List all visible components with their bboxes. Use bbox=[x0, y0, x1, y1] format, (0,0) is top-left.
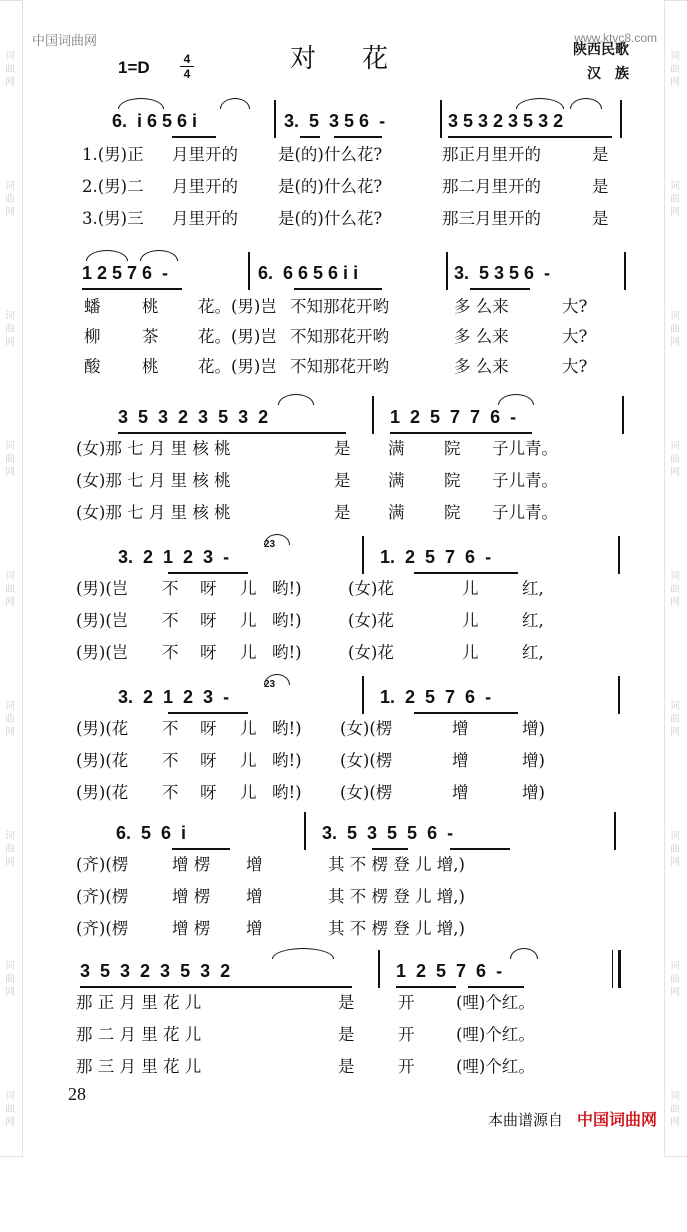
watermark-char: 词 bbox=[5, 831, 15, 842]
lyric-line-1-3: 3.(男)三 月里开的 是(的)什么花? 那三月里开的 是 bbox=[82, 209, 609, 228]
measure-1-1: 6. i 6 5 6 i bbox=[112, 111, 198, 131]
measure-3-2: 1 2 5 7 7 6 - bbox=[390, 407, 517, 427]
slur bbox=[570, 98, 602, 109]
beam bbox=[448, 136, 612, 138]
measure-1-2: 3. 5 3 5 6 - bbox=[284, 111, 386, 131]
site-url: www.ktvc8.com bbox=[574, 31, 657, 45]
lyric-line-7-3: 那 三 月 里 花 儿 是 开 (哩)个红。 bbox=[76, 1057, 535, 1076]
slur bbox=[498, 394, 534, 405]
bar-line bbox=[618, 676, 620, 714]
watermark-char: 曲 bbox=[5, 1104, 15, 1115]
origin-ethnicity: 汉族 bbox=[587, 66, 643, 82]
bar-line bbox=[362, 536, 364, 574]
lyric-line-5-2: (男)(花 不 呀 儿 哟!) (女)(楞 增 增) bbox=[76, 751, 545, 770]
measure-4-1: 3. 2 1 2 3 - bbox=[118, 547, 230, 567]
watermark-char: 网 bbox=[5, 467, 15, 478]
watermark-char: 词 bbox=[5, 961, 15, 972]
bar-line bbox=[372, 396, 374, 434]
bar-line bbox=[614, 812, 616, 850]
origin-genre: 陕西民歌 bbox=[573, 42, 629, 58]
measure-2-2: 6. 6 6 5 6 i i bbox=[258, 263, 359, 283]
key-signature: 1=D bbox=[118, 58, 150, 77]
slur bbox=[264, 674, 290, 685]
watermark-char: 曲 bbox=[5, 974, 15, 985]
watermark-char: 词 bbox=[670, 961, 680, 972]
measure-6-1: 6. 5 6 i bbox=[116, 823, 187, 843]
watermark-char: 网 bbox=[5, 597, 15, 608]
notation-line-4 bbox=[22, 539, 665, 570]
lyric-line-6-3: (齐)(楞 增 楞 增 其 不 楞 登 儿 增,) bbox=[76, 919, 465, 938]
lyric-line-1-2: 2.(男)二 月里开的 是(的)什么花? 那二月里开的 是 bbox=[82, 177, 609, 196]
slur bbox=[140, 250, 178, 261]
watermark-char: 曲 bbox=[670, 844, 680, 855]
beam bbox=[294, 288, 382, 290]
source-label: 本曲谱源自 bbox=[487, 1111, 563, 1129]
lyric-line-6-2: (齐)(楞 增 楞 增 其 不 楞 登 儿 增,) bbox=[76, 887, 465, 906]
measure-2-3: 3. 5 3 5 6 - bbox=[454, 263, 551, 283]
watermark-char: 曲 bbox=[5, 64, 15, 75]
lyric-line-5-3: (男)(花 不 呀 儿 哟!) (女)(楞 增 增) bbox=[76, 783, 545, 802]
watermark-char: 网 bbox=[670, 857, 680, 868]
watermark-char: 曲 bbox=[670, 974, 680, 985]
right-watermark-strip bbox=[664, 0, 687, 1157]
watermark-char: 网 bbox=[670, 597, 680, 608]
slur bbox=[278, 394, 314, 405]
watermark-char: 词 bbox=[5, 701, 15, 712]
notation-line-6 bbox=[22, 820, 665, 846]
lyric-line-7-1: 那 正 月 里 花 儿 是 开 (哩)个红。 bbox=[76, 993, 535, 1012]
watermark-char: 网 bbox=[670, 77, 680, 88]
watermark-char: 曲 bbox=[670, 454, 680, 465]
lyric-line-3-1: (女)那 七 月 里 核 桃 是 满 院 子儿青。 bbox=[76, 439, 558, 458]
notation-line-7 bbox=[22, 958, 665, 984]
measure-6-2: 3. 5 3 5 5 6 - bbox=[322, 823, 454, 843]
lyric-line-5-1: (男)(花 不 呀 儿 哟!) (女)(楞 增 增) bbox=[76, 719, 545, 738]
measure-2-1: 1 2 5 7 6 - bbox=[82, 263, 169, 283]
watermark-char: 词 bbox=[670, 181, 680, 192]
bar-line bbox=[622, 396, 624, 434]
watermark-char: 曲 bbox=[5, 714, 15, 725]
song-origin bbox=[573, 38, 643, 86]
lyric-line-6-1: (齐)(楞 增 楞 增 其 不 楞 登 儿 增,) bbox=[76, 855, 465, 874]
lyric-line-1-1: 1.(男)正 月里开的 是(的)什么花? 那正月里开的 是 bbox=[82, 145, 609, 164]
watermark-char: 网 bbox=[670, 1117, 680, 1128]
watermark-char: 词 bbox=[670, 51, 680, 62]
time-signature-bottom: 4 bbox=[183, 67, 191, 81]
watermark-char: 曲 bbox=[670, 64, 680, 75]
watermark-char: 曲 bbox=[670, 324, 680, 335]
watermark-char: 网 bbox=[5, 77, 15, 88]
slur bbox=[516, 98, 564, 109]
watermark-char: 网 bbox=[670, 987, 680, 998]
site-watermark: 中国词曲网 bbox=[32, 34, 98, 49]
watermark-char: 词 bbox=[5, 311, 15, 322]
bar-line bbox=[620, 100, 622, 138]
watermark-char: 词 bbox=[670, 831, 680, 842]
source-credit bbox=[488, 1107, 657, 1130]
lyric-line-4-1: (男)(岂 不 呀 儿 哟!) (女)花 儿 红, bbox=[76, 579, 544, 598]
source-site-link[interactable]: 中国词曲网 bbox=[576, 1110, 657, 1129]
lyric-line-2-1: 蟠 桃 花。(男)岂 不知那花开哟 多 么来 大? bbox=[84, 297, 588, 316]
song-title: 对花 bbox=[290, 44, 435, 74]
notation-line-3 bbox=[22, 404, 665, 430]
left-watermark-strip bbox=[0, 0, 23, 1157]
lyric-line-2-3: 酸 桃 花。(男)岂 不知那花开哟 多 么来 大? bbox=[84, 357, 588, 376]
measure-7-1: 3 5 3 2 3 5 3 2 bbox=[80, 961, 231, 981]
slur bbox=[264, 534, 290, 545]
grace-notes: 23 bbox=[264, 539, 276, 550]
bar-line bbox=[304, 812, 306, 850]
watermark-char: 网 bbox=[5, 207, 15, 218]
lyric-line-7-2: 那 二 月 里 花 儿 是 开 (哩)个红。 bbox=[76, 1025, 535, 1044]
measure-4-2: 1. 2 5 7 6 - bbox=[380, 547, 492, 567]
watermark-char: 曲 bbox=[5, 844, 15, 855]
watermark-char: 曲 bbox=[5, 454, 15, 465]
watermark-char: 曲 bbox=[670, 584, 680, 595]
watermark-char: 网 bbox=[5, 337, 15, 348]
lyric-line-3-2: (女)那 七 月 里 核 桃 是 满 院 子儿青。 bbox=[76, 471, 558, 490]
page-number: 28 bbox=[68, 1084, 86, 1104]
bar-line bbox=[446, 252, 448, 290]
watermark-char: 曲 bbox=[5, 324, 15, 335]
watermark-char: 网 bbox=[5, 987, 15, 998]
bar-line bbox=[248, 252, 250, 290]
watermark-char: 曲 bbox=[670, 714, 680, 725]
slur bbox=[510, 948, 538, 959]
measure-3-1: 3 5 3 2 3 5 3 2 bbox=[118, 407, 269, 427]
watermark-char: 词 bbox=[670, 701, 680, 712]
bar-line bbox=[378, 950, 380, 988]
notation-line-1 bbox=[22, 108, 665, 134]
bar-line bbox=[362, 676, 364, 714]
watermark-char: 词 bbox=[5, 441, 15, 452]
lyric-line-2-2: 柳 茶 花。(男)岂 不知那花开哟 多 么来 大? bbox=[84, 327, 588, 346]
slur bbox=[220, 98, 250, 109]
watermark-char: 曲 bbox=[5, 584, 15, 595]
bar-line bbox=[618, 536, 620, 574]
watermark-char: 词 bbox=[670, 1091, 680, 1102]
grace-notes: 23 bbox=[264, 679, 276, 690]
watermark-char: 词 bbox=[5, 181, 15, 192]
time-signature-top: 4 bbox=[183, 52, 191, 66]
measure-7-2: 1 2 5 7 6 - bbox=[396, 961, 503, 981]
watermark-char: 词 bbox=[5, 51, 15, 62]
beam bbox=[334, 136, 382, 138]
watermark-char: 网 bbox=[670, 727, 680, 738]
watermark-char: 网 bbox=[670, 337, 680, 348]
watermark-char: 词 bbox=[5, 1091, 15, 1102]
watermark-char: 曲 bbox=[670, 1104, 680, 1115]
lyric-line-4-3: (男)(岂 不 呀 儿 哟!) (女)花 儿 红, bbox=[76, 643, 544, 662]
bar-line bbox=[274, 100, 276, 138]
beam bbox=[300, 136, 320, 138]
bar-line bbox=[440, 100, 442, 138]
watermark-char: 网 bbox=[670, 207, 680, 218]
watermark-char: 词 bbox=[670, 441, 680, 452]
beam bbox=[172, 136, 216, 138]
measure-5-1: 3. 2 1 2 3 - bbox=[118, 687, 230, 707]
watermark-char: 网 bbox=[5, 1117, 15, 1128]
final-bar-line bbox=[618, 950, 621, 988]
watermark-char: 词 bbox=[5, 571, 15, 582]
notation-line-2 bbox=[22, 260, 665, 286]
watermark-char: 网 bbox=[5, 727, 15, 738]
watermark-char: 词 bbox=[670, 311, 680, 322]
beam bbox=[470, 288, 530, 290]
lyric-line-4-2: (男)(岂 不 呀 儿 哟!) (女)花 儿 红, bbox=[76, 611, 544, 630]
watermark-char: 网 bbox=[5, 857, 15, 868]
slur bbox=[86, 250, 128, 261]
measure-5-2: 1. 2 5 7 6 - bbox=[380, 687, 492, 707]
lyric-line-3-3: (女)那 七 月 里 核 桃 是 满 院 子儿青。 bbox=[76, 503, 558, 522]
watermark-char: 曲 bbox=[5, 194, 15, 205]
bar-line bbox=[624, 252, 626, 290]
slur bbox=[118, 98, 164, 109]
measure-1-3: 3 5 3 2 3 5 3 2 bbox=[448, 111, 564, 131]
watermark-char: 网 bbox=[670, 467, 680, 478]
score-page bbox=[22, 0, 665, 1157]
notation-line-5 bbox=[22, 679, 665, 710]
slur bbox=[272, 948, 334, 959]
watermark-char: 词 bbox=[670, 571, 680, 582]
time-signature bbox=[180, 53, 194, 80]
beam bbox=[82, 288, 182, 290]
watermark-char: 曲 bbox=[670, 194, 680, 205]
